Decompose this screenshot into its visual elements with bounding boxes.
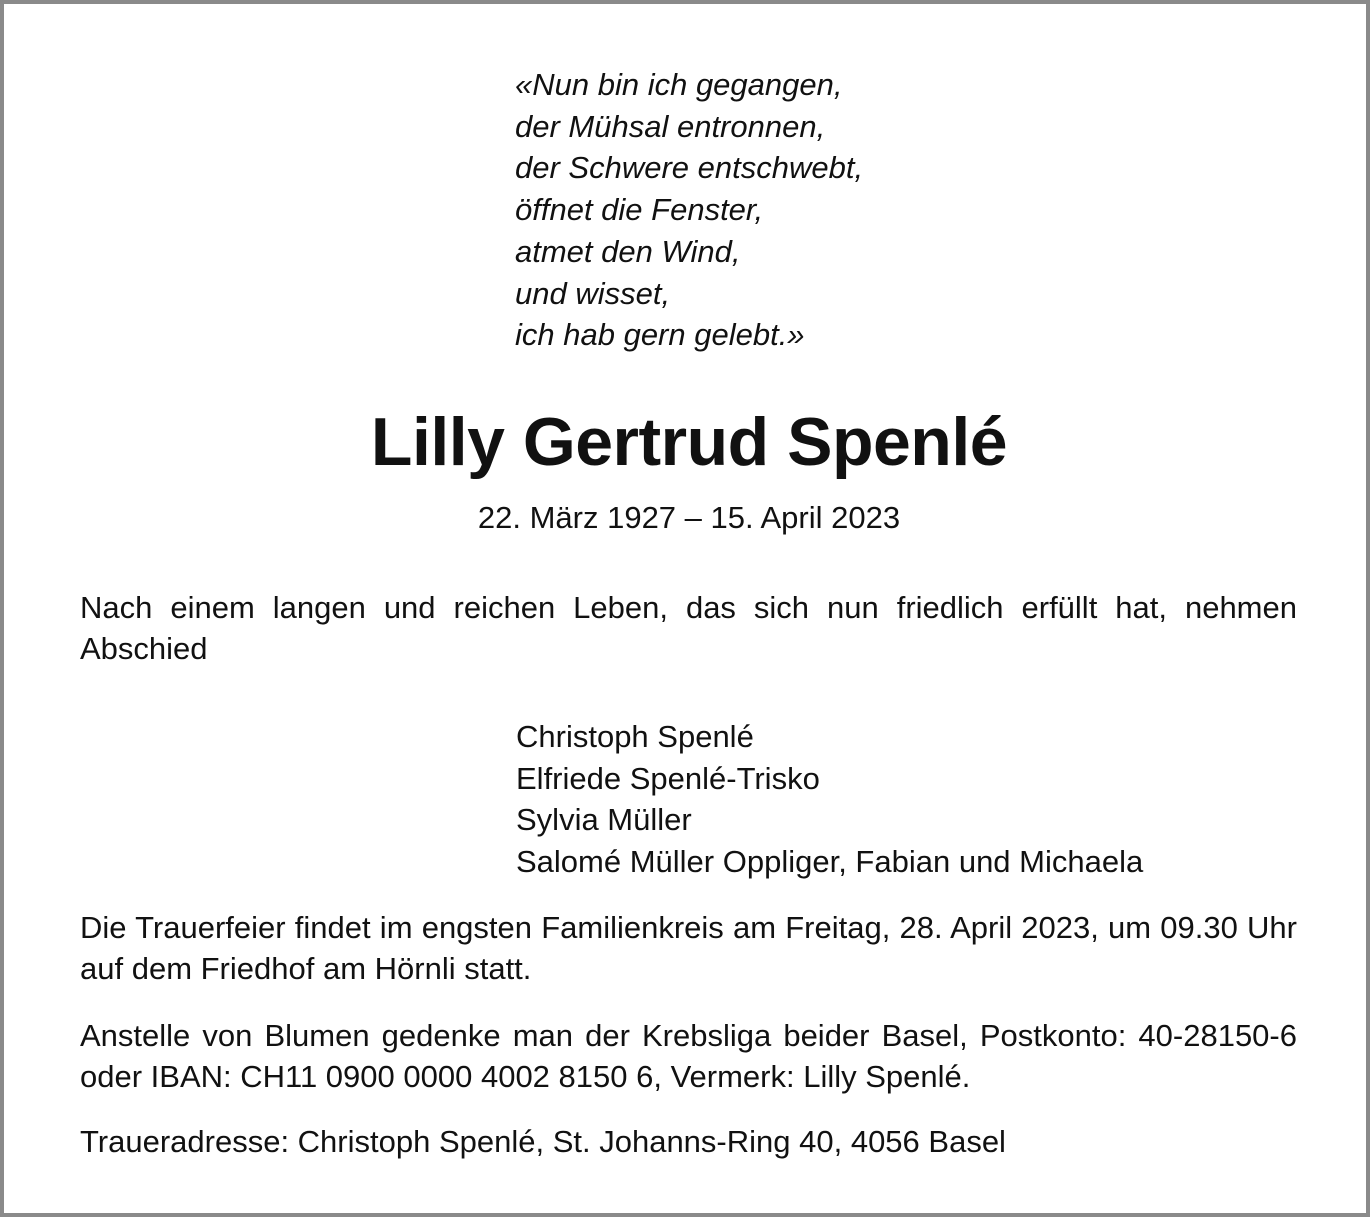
mourner-name: Salomé Müller Oppliger, Fabian und Michaela [516, 843, 1144, 879]
mourners-list [516, 716, 1143, 882]
poem-line: der Schwere entschwebt, [515, 150, 864, 186]
poem-line: der Mühsal entronnen, [515, 108, 826, 144]
poem-line: ich hab gern gelebt.» [515, 317, 805, 353]
intro-paragraph: Nach einem langen und reichen Leben, das sich nun friedlich erfüllt hat, nehmen Abschied [80, 590, 1297, 666]
address-paragraph: Traueradresse: Christoph Spenlé, St. Johanns-Ring 40, 4056 Basel [80, 1124, 1006, 1159]
life-dates: 22. März 1927 – 15. April 2023 [477, 500, 901, 535]
poem-quote [515, 64, 863, 356]
poem-line: atmet den Wind, [515, 233, 741, 269]
mourner-name: Elfriede Spenlé-Trisko [516, 760, 820, 796]
donation-paragraph: Anstelle von Blumen gedenke man der Krebsliga beider Basel, Postkonto: 40-28150-6 oder IBAN: CH11 0900 0000 4002 8150 6, Vermerk: Lilly Spenlé. [80, 1018, 1297, 1094]
ceremony-paragraph: Die Trauerfeier findet im engsten Familienkreis am Freitag, 28. April 2023, um 09.30 Uhr auf dem Friedhof am Hörnli statt. [80, 910, 1297, 986]
mourner-name: Christoph Spenlé [516, 719, 754, 754]
poem-line: öffnet die Fenster, [515, 192, 764, 228]
poem-line: und wisset, [515, 275, 671, 311]
deceased-name: Lilly Gertrud Spenlé [370, 404, 1008, 480]
poem-line: «Nun bin ich gegangen, [515, 67, 843, 102]
mourner-name: Sylvia Müller [516, 802, 692, 837]
